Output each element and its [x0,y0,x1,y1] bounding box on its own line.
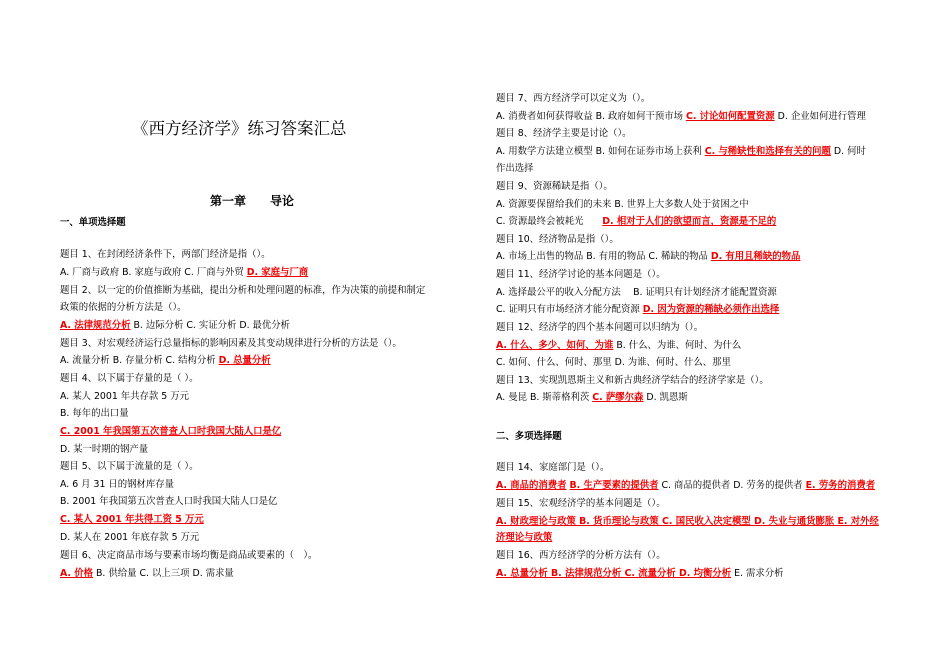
text-line [496,321,703,335]
text-line [496,215,776,229]
text-segment: 题目 8、经济学主要是讨论（）。 [496,128,632,139]
text-line [496,250,800,264]
text-line [60,284,425,298]
text-line [60,513,204,527]
text-line [60,319,290,333]
text-segment: D. 某人在 2001 年底存款 5 万元 [60,532,200,543]
text-segment: 作出选择 [496,163,534,174]
text-line [496,567,783,581]
text-segment: A. 消费者如何获得收益 B. 政府如何干预市场 [496,111,686,122]
text-line [496,110,866,124]
answer-highlight: E. 劳务的消费者 [805,480,876,491]
answer-highlight: C. 萨缪尔森 [592,392,644,403]
section-heading-multi-choice: 二、多项选择题 [496,431,562,442]
text-segment: A. 市场上出售的物品 B. 有用的物品 C. 稀缺的物品 [496,251,711,262]
text-line [496,515,879,529]
text-segment: 题目 15、宏观经济学的基本问题是（）。 [496,498,666,509]
text-line [60,495,277,509]
text-line [496,303,779,317]
text-line [496,233,619,247]
text-line [60,567,234,581]
answer-highlight: C. 与稀缺性和选择有关的问题 [704,146,831,157]
text-segment: A. 流量分析 B. 存量分析 C. 结构分析 [60,355,219,366]
answer-highlight: B. 生产要素的提供者 [569,480,659,491]
text-line [60,407,129,421]
text-line [496,127,632,141]
text-line [496,145,866,159]
answer-highlight: A. 财政理论与政策 B. 货币理论与政策 C. 国民收入决定模型 D. 失业与通货膨胀 E. 对外经 [496,516,879,527]
text-line [496,479,875,493]
text-segment: D. 企业如何进行管理 [774,111,866,122]
text-segment: 题目 2、以一定的价值推断为基础，提出分析和处理问题的标准，作为决策的前提和制定 [60,285,426,296]
text-segment: A. 选择最公平的收入分配方法 B. 证明只有计划经济才能配置资源 [496,287,777,298]
answer-highlight: A. 总量分析 B. 法律规范分析 C. 流量分析 D. 均衡分析 [496,568,732,579]
text-line [60,390,189,404]
text-segment: D. 何时 [830,146,866,157]
text-line [496,374,769,388]
text-line [60,460,198,474]
text-segment: C. 证明只有市场经济才能分配资源 [496,304,643,315]
text-segment: 题目 13、实现凯恩斯主义和新古典经济学结合的经济学家是（）。 [496,375,769,386]
text-line [496,339,741,353]
text-line [496,549,666,563]
answer-highlight: A. 什么、多少、如何、为谁 [496,340,614,351]
answer-highlight: D. 总量分析 [218,355,271,366]
text-segment: 题目 10、经济物品是指（）。 [496,234,619,245]
text-line [60,372,198,386]
text-line [496,497,666,511]
text-segment: C. 如何、什么、何时、那里 D. 为谁、何时、什么、那里 [496,357,731,368]
text-line [496,356,731,370]
text-segment: E. 需求分析 [731,568,784,579]
text-segment: 题目 6、决定商品市场与要素市场均衡是商品或要素的（ ）。 [60,550,318,561]
section-heading-single-choice: 一、单项选择题 [60,217,126,228]
answer-highlight: A. 价格 [60,568,94,579]
text-segment: A. 用数学方法建立模型 B. 如何在证券市场上获利 [496,146,705,157]
chapter-heading: 第一章 导论 [210,194,295,208]
text-segment: 题目 14、家庭部门是（）。 [496,462,610,473]
text-line [60,337,402,351]
text-line [496,198,749,212]
answer-highlight: A. 法律规范分析 [60,320,131,331]
text-segment: A. 厂商与政府 B. 家庭与政府 C. 厂商与外贸 [60,267,247,278]
text-segment: 题目 4、以下属于存量的是（ ）。 [60,373,199,384]
text-line [496,268,666,282]
text-segment: 政策的依据的分析方法是（）。 [60,302,187,313]
text-line [60,443,148,457]
text-line [496,92,650,106]
text-segment: A. 资源要保留给我们的未来 B. 世界上大多数人处于贫困之中 [496,199,749,210]
text-line [60,425,281,439]
text-line [496,162,534,176]
text-segment: 题目 12、经济学的四个基本问题可以归纳为（）。 [496,322,704,333]
text-line [60,301,187,315]
text-segment: C. 商品的提供者 D. 劳务的提供者 [658,480,806,491]
answer-highlight: C. 某人 2001 年共得工资 5 万元 [60,514,204,525]
text-segment: D. 凯恩斯 [643,392,688,403]
text-line [60,354,271,368]
answer-highlight: 济理论与政策 [496,532,553,543]
answer-highlight: D. 因为资源的稀缺必须作出选择 [642,304,780,315]
answer-highlight: A. 商品的消费者 [496,480,567,491]
answer-highlight: C. 2001 年我国第五次普查人口时我国大陆人口是亿 [60,426,282,437]
text-segment: 题目 7、西方经济学可以定义为（）。 [496,93,651,104]
text-segment: 题目 3、对宏观经济运行总量指标的影响因素及其变动规律进行分析的方法是（）。 [60,338,402,349]
text-line [496,531,552,545]
text-segment: 题目 9、资源稀缺是指（）。 [496,181,613,192]
text-line [60,531,199,545]
text-segment: 题目 1、在封闭经济条件下，两部门经济是指（）。 [60,249,271,260]
text-segment: C. 资源最终会被耗光 [496,216,603,227]
answer-highlight: C. 讨论如何配置资源 [685,111,775,122]
answer-highlight: D. 家庭与厂商 [246,267,309,278]
text-segment: 题目 5、以下属于流量的是（ ）。 [60,461,199,472]
text-line [496,461,609,475]
text-segment: D. 某一时期的钢产量 [60,444,149,455]
text-segment: A. 6 月 31 日的钢材库存量 [60,479,175,490]
text-line [60,266,308,280]
text-segment: A. 曼昆 B. 斯蒂格利茨 [496,392,593,403]
page-title: 《西方经济学》练习答案汇总 [132,119,347,138]
text-segment: B. 2001 年我国第五次普查人口时我国大陆人口是亿 [60,496,278,507]
text-line [60,549,317,563]
text-line [496,391,688,405]
text-segment: 题目 11、经济学讨论的基本问题是（）。 [496,269,666,280]
text-line [496,180,613,194]
text-line [60,478,174,492]
text-segment: B. 什么、为谁、何时、为什么 [613,340,742,351]
answer-highlight: D. 有用且稀缺的物品 [710,251,801,262]
text-segment: B. 每年的出口量 [60,408,129,419]
text-segment: A. 某人 2001 年共存款 5 万元 [60,391,189,402]
text-line [60,248,271,262]
text-segment: B. 供给量 C. 以上三项 D. 需求量 [93,568,234,579]
answer-highlight: D. 相对于人们的欲望而言，资源是不足的 [602,216,777,227]
text-line [496,286,777,300]
text-segment: 题目 16、西方经济学的分析方法有（）。 [496,550,666,561]
text-segment: B. 边际分析 C. 实证分析 D. 最优分析 [130,320,291,331]
